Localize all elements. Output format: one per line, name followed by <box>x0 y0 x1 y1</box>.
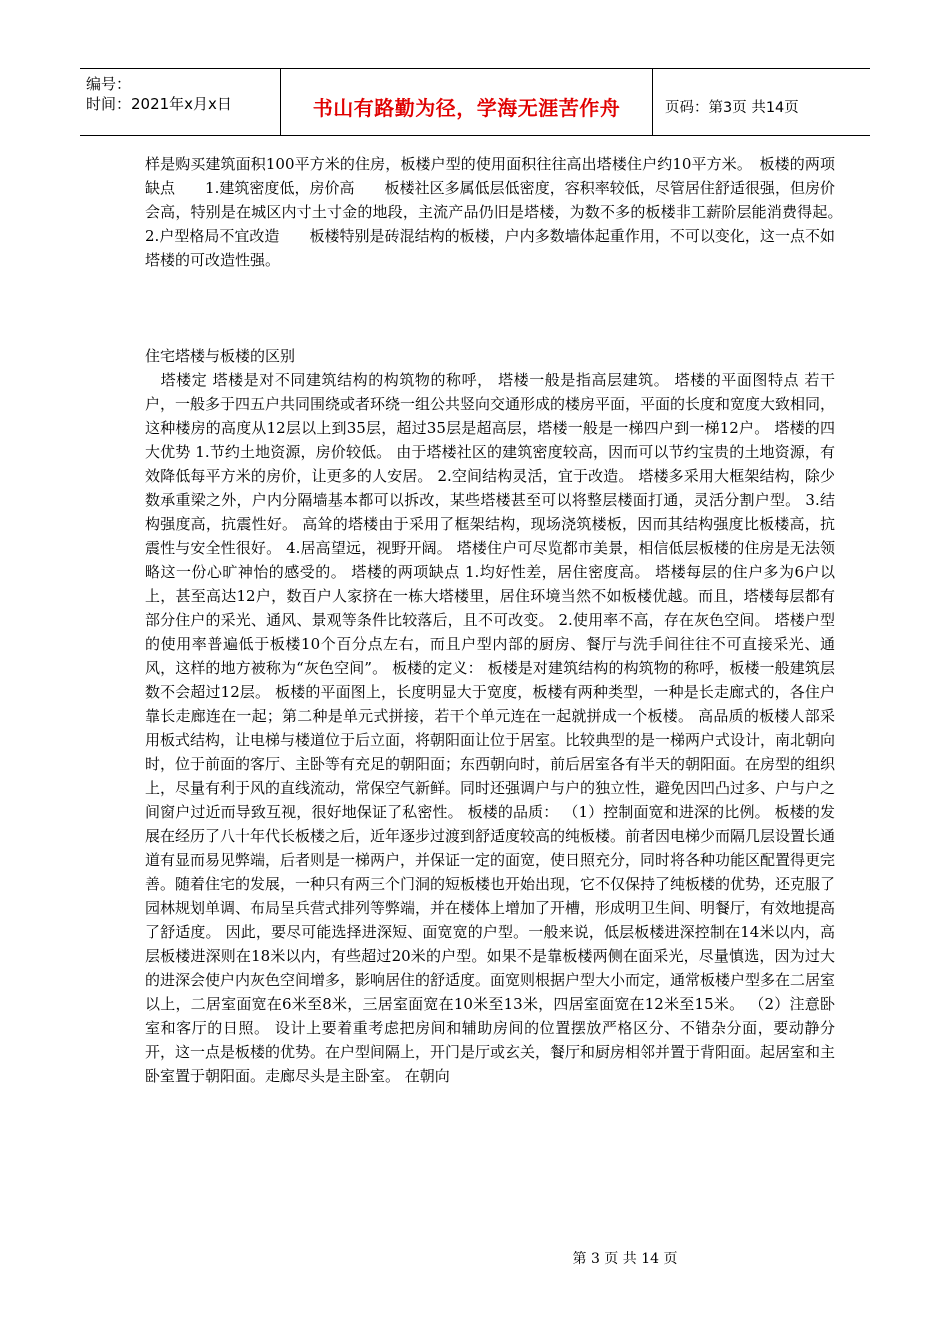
footer-page-number: 第 3 页 共 14 页 <box>572 1251 678 1267</box>
header-motto: 书山有路勤为径，学海无涯苦作舟 <box>281 69 653 135</box>
section-title: 住宅塔楼与板楼的区别 <box>145 347 296 365</box>
page-header <box>80 68 870 136</box>
header-meta <box>80 69 281 135</box>
body-paragraph: 样是购买建筑面积100平方米的住房，板楼户型的使用面积往往高出塔楼住户约10平方米。 板楼的两项缺点 1.建筑密度低，房价高 板楼社区多属低层低密度，容积率较低，尽管居住舒适很强，但房价会高，特别是在城区内寸土寸金的地段，主流产品仍旧是塔楼，为数不多的板楼非工薪阶层能消费得起。 2.户型格局不宜改造 板楼特别是砖混结构的板楼，户内多数墙体起重作用，不可以变化，这一点不如塔楼的可改造性强。 <box>145 155 866 269</box>
document-body <box>145 152 866 1088</box>
body-paragraph: 塔楼定 塔楼是对不同建筑结构的构筑物的称呼， 塔楼一般是指高层建筑。 塔楼的平面图特点 若干户，一般多于四五户共同围绕或者环绕一组公共竖向交通形成的楼房平面，平面的长度和宽度大致相同，这种楼房的高度从12层以上到35层，超过35层是超高层，塔楼一般是一梯四户到一梯12户。 塔楼的四大优势 1.节约土地资源，房价较低。 由于塔楼社区的建筑密度较高，因而可以节约宝贵的土地资源，有效降低每平方米的房价，让更多的人安居。 2.空间结构灵活，宜于改造。 塔楼多采用大框架结构，除少数承重梁之外，户内分隔墙基本都可以拆改，某些塔楼甚至可以将整层楼面打通，灵活分割户型。 3.结构强度高，抗震性好。 高耸的塔楼由于采用了框架结构，现场浇筑楼板，因而其结构强度比板楼高，抗震性与安全性很好。 4.居高望远，视野开阔。 塔楼住户可尽览都市美景，相信低层板楼的住房是无法领略这一份心旷神怡的感受的。 塔楼的两项缺点 1.均好性差，居住密度高。 塔楼每层的住户多为6户以上，甚至高达12户，数百户人家挤在一栋大塔楼里，居住环境当然不如板楼优越。而且，塔楼每层都有部分住户的采光、通风、景观等条件比较落后，且不可改变。 2.使用率不高，存在灰色空间。 塔楼户型的使用率普遍低于板楼10个百分点左右，而且户型内部的厨房、餐厅与洗手间往往不可直接采光、通风，这样的地方被称为“灰色空间”。 板楼的定义： 板楼是对建筑结构的构筑物的称呼，板楼一般建筑层数不会超过12层。 板楼的平面图上，长度明显大于宽度，板楼有两种类型，一种是长走廊式的，各住户靠长走廊连在一起；第二种是单元式拼接，若干个单元连在一起就拼成一个板楼。 高品质的板楼人部采用板式结构，让电梯与楼道位于后立面，将朝阳面让位于居室。比较典型的是一梯两户式设计，南北朝向时，位于前面的客厅、主卧等有充足的朝阳面；东西朝向时，前后居室各有半天的朝阳面。在房型的组织上，尽量有利于风的直线流动，常保空气新鲜。同时还强调户与户的独立性，避免因凹凸过多、户与户之间窗户过近而导致互视，很好地保证了私密性。 板楼的品质： （1）控制面宽和进深的比例。 板楼的发展在经历了八十年代长板楼之后，近年逐步过渡到舒适度较高的纯板楼。前者因电梯少而隔几层设置长通道有显而易见弊端，后者则是一梯两户，并保证一定的面宽，使日照充分，同时将各种功能区配置得更完善。随着住宅的发展，一种只有两三个门洞的短板楼也开始出现，它不仅保持了纯板楼的优势，还克服了园林规划单调、布局呈兵营式排列等弊端，并在楼体上增加了开槽，形成明卫生间、明餐厅，有效地提高了舒适度。 因此，要尽可能选择进深短、面宽宽的户型。一般来说，低层板楼进深控制在14米以内，高层板楼进深则在18米以内，有些超过20米的户型。如果不是靠板楼两侧在面采光，尽量慎选，因为过大的进深会使户内灰色空间增多，影响居住的舒适度。面宽则根据户型大小而定，通常板楼户型多在二居室以上，二居室面宽在6米至8米，三居室面宽在10米至13米，四居室面宽在12米至15米。 （2）注意卧室和客厅的日照。 设计上要着重考虑把房间和辅助房间的位置摆放严格区分、不错杂分面，要动静分开，这一点是板楼的优势。在户型间隔上，开门是厅或玄关，餐厅和厨房相邻并置于背阳面。起居室和主卧室置于朝阳面。走廊尽头是主卧室。 在朝向 <box>145 371 836 1085</box>
document-date: 时间：2021年x月x日 <box>86 95 232 113</box>
page-footer <box>0 1248 950 1268</box>
document-number: 编号： <box>86 75 132 93</box>
header-page-number: 页码：第3页 共14页 <box>665 99 799 116</box>
